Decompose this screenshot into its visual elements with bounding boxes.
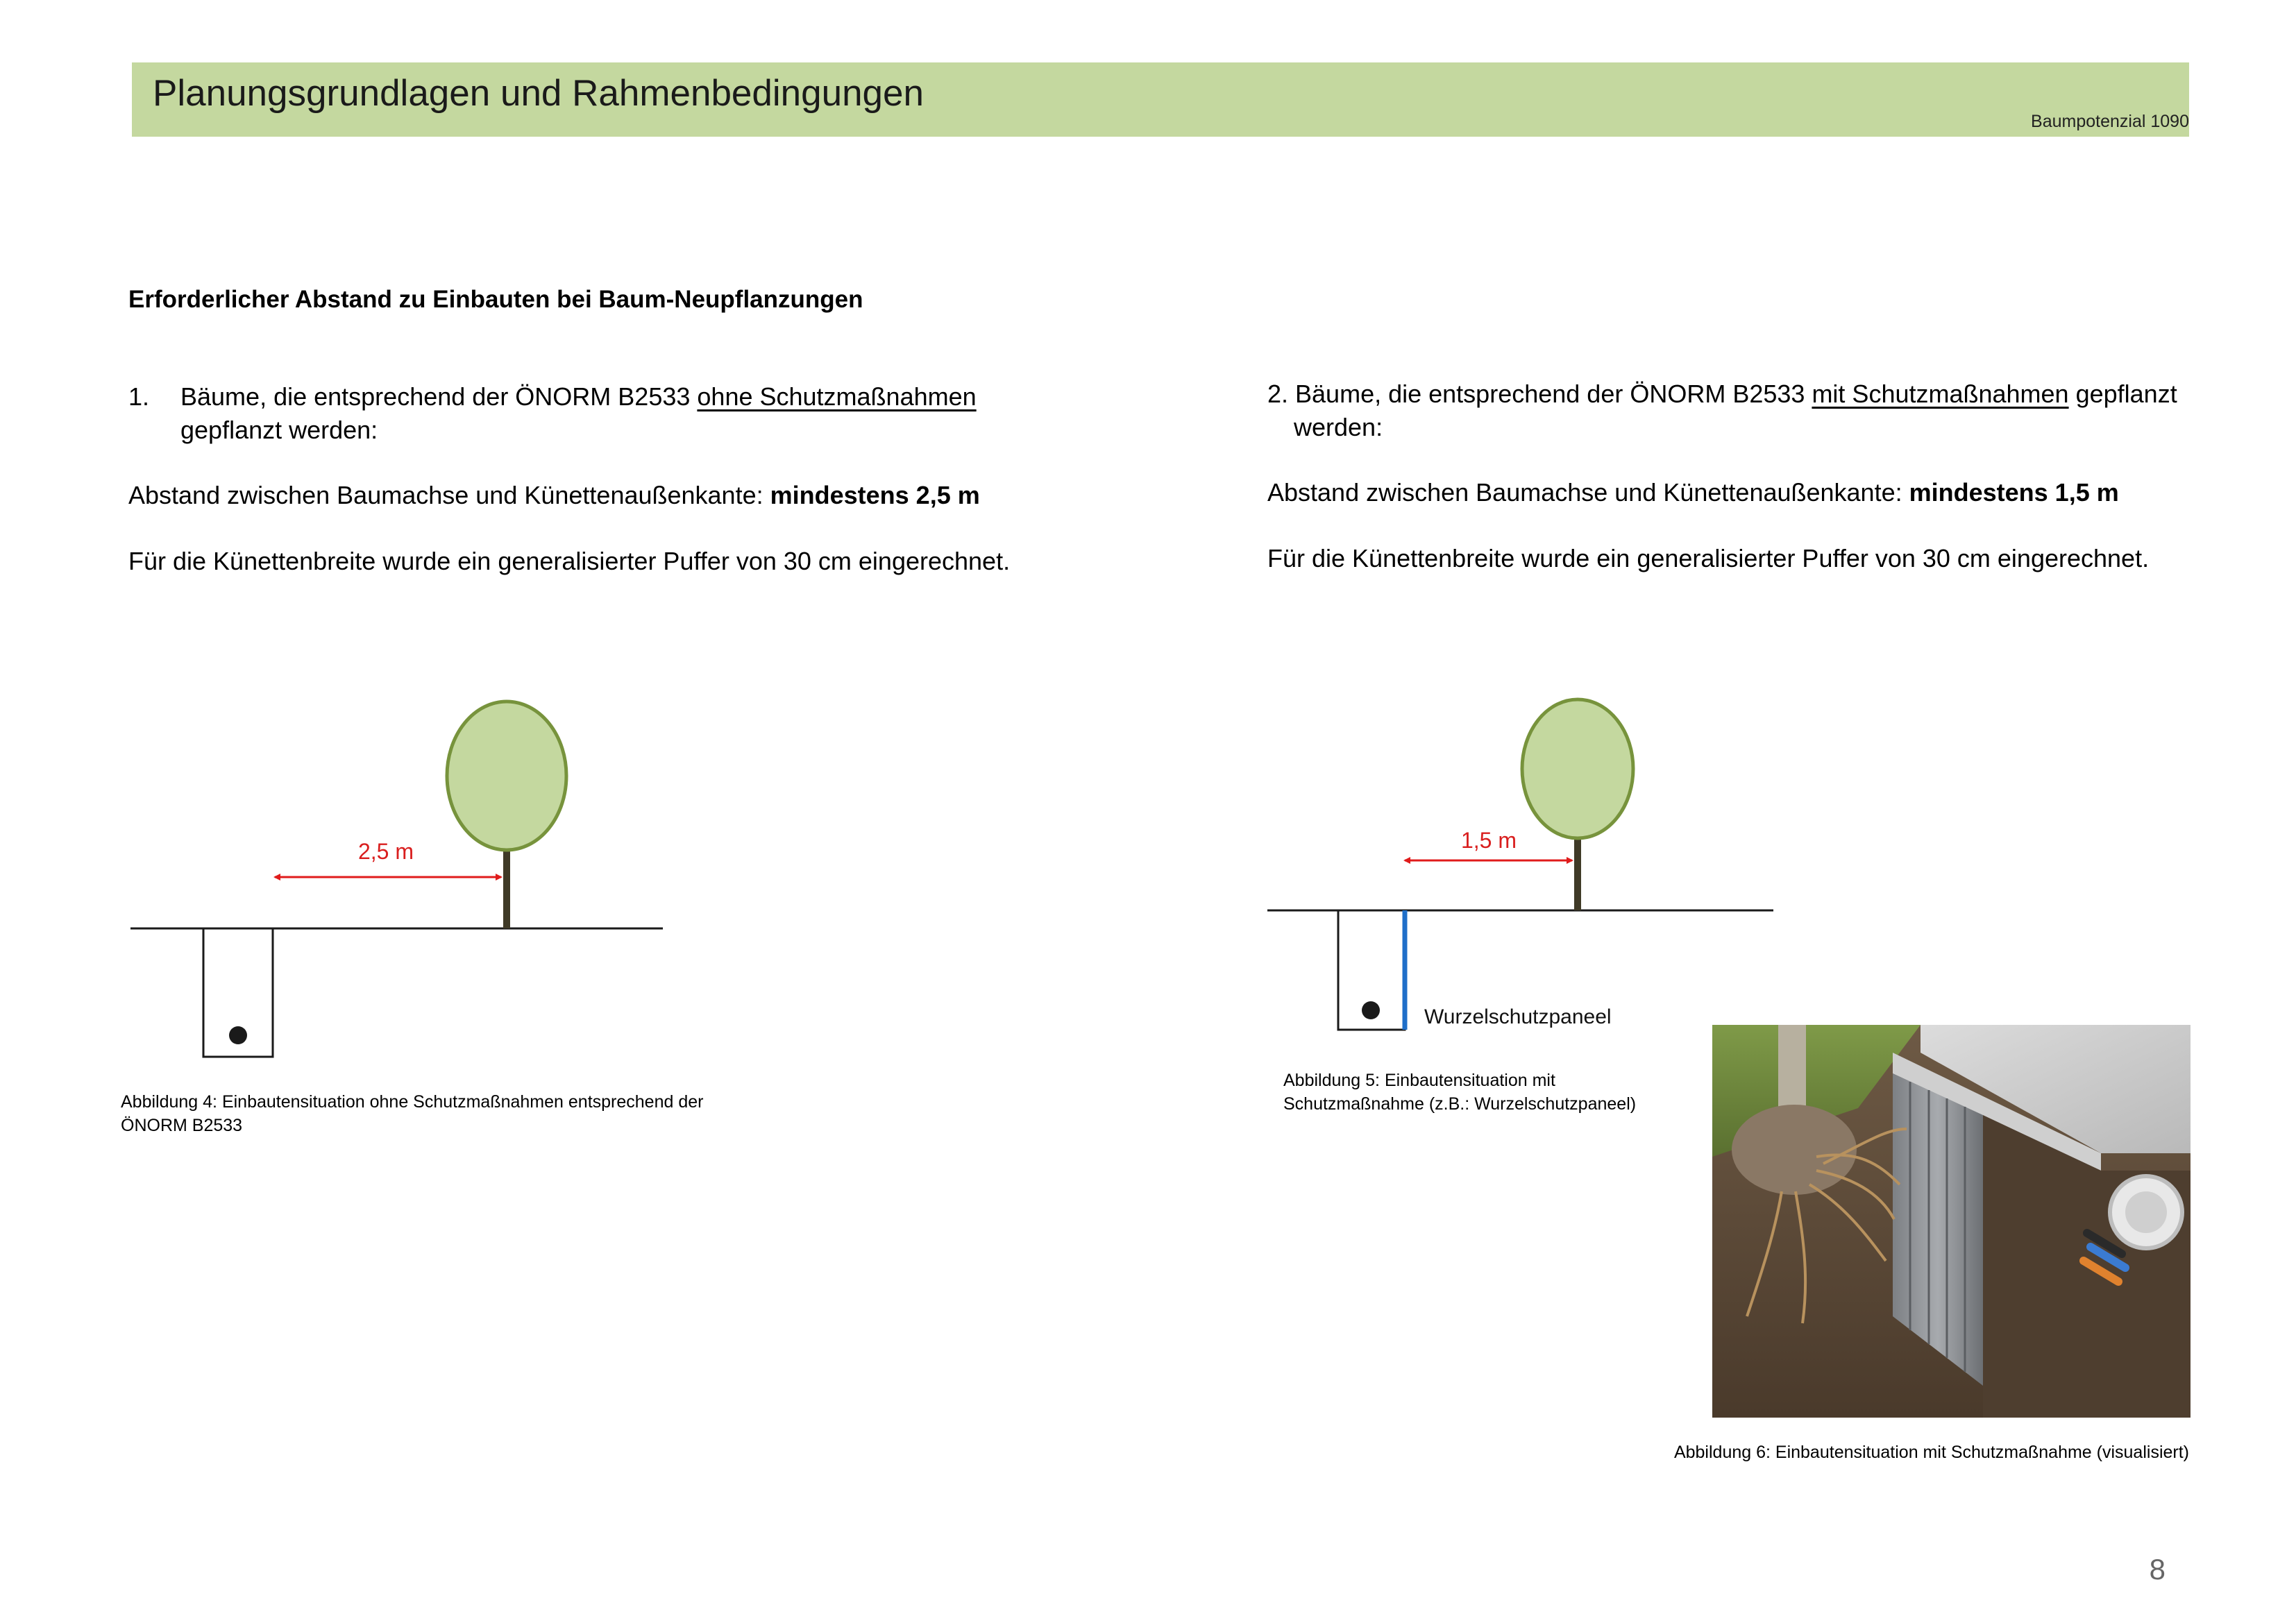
left-figure-caption <box>121 1090 703 1137</box>
right-dimension-label: 1,5 m <box>1460 828 1517 853</box>
installation-illustration <box>1712 1025 2191 1418</box>
root-ball <box>1732 1105 1857 1195</box>
right-pipe <box>1362 1001 1380 1019</box>
left-caption-line1: Abbildung 4: Einbautensituation ohne Schutzmaßnahmen entsprechend der <box>121 1092 704 1112</box>
left-item-line2: gepflanzt werden: <box>180 416 378 444</box>
right-caption-line1: Abbildung 5: Einbautensituation mit <box>1283 1071 1555 1090</box>
right-tree-crown <box>1522 699 1633 838</box>
left-item-underlined: ohne Schutzmaßnahmen <box>697 382 977 411</box>
left-distance-label: Abstand zwischen Baumachse und Künettenaußenkante: <box>128 481 770 509</box>
right-item-text: 2. Bäume, die entsprechend der ÖNORM B2533 <box>1267 380 1812 408</box>
right-item-line2: werden: <box>1294 413 1383 441</box>
document-subtitle: Baumpotenzial 1090 <box>2031 112 2189 131</box>
page-number: 8 <box>2149 1553 2166 1586</box>
left-item-number: 1. <box>128 382 150 411</box>
left-dimension-label: 2,5 m <box>357 839 414 864</box>
left-distance-value: mindestens 2,5 m <box>770 481 980 509</box>
right-figure-caption <box>1283 1069 1636 1116</box>
section-heading: Erforderlicher Abstand zu Einbauten bei Baum-Neupflanzungen <box>128 286 863 313</box>
left-buffer-text: Für die Künettenbreite wurde ein generalisierter Puffer von 30 cm eingerechnet. <box>128 547 1011 575</box>
right-item-text-end: gepflanzt <box>2068 380 2177 408</box>
right-item-underlined: mit Schutzmaßnahmen <box>1812 380 2069 408</box>
right-caption-line2: Schutzmaßnahme (z.B.: Wurzelschutzpaneel) <box>1283 1094 1637 1114</box>
left-caption-line2: ÖNORM B2533 <box>121 1116 243 1135</box>
right-buffer-text: Für die Künettenbreite wurde ein generalisierter Puffer von 30 cm eingerechnet. <box>1267 544 2150 572</box>
photo-caption: Abbildung 6: Einbautensituation mit Schutzmaßnahme (visualisiert) <box>1673 1443 2189 1462</box>
right-distance-label: Abstand zwischen Baumachse und Künettenaußenkante: <box>1267 478 1909 507</box>
left-item-text: Bäume, die entsprechend der ÖNORM B2533 <box>180 382 698 411</box>
right-distance-value: mindestens 1,5 m <box>1909 478 2119 507</box>
page-title: Planungsgrundlagen und Rahmenbedingungen <box>153 73 924 114</box>
panel-label: Wurzelschutzpaneel <box>1424 1005 1612 1028</box>
utility-pipe-opening <box>2125 1191 2167 1233</box>
